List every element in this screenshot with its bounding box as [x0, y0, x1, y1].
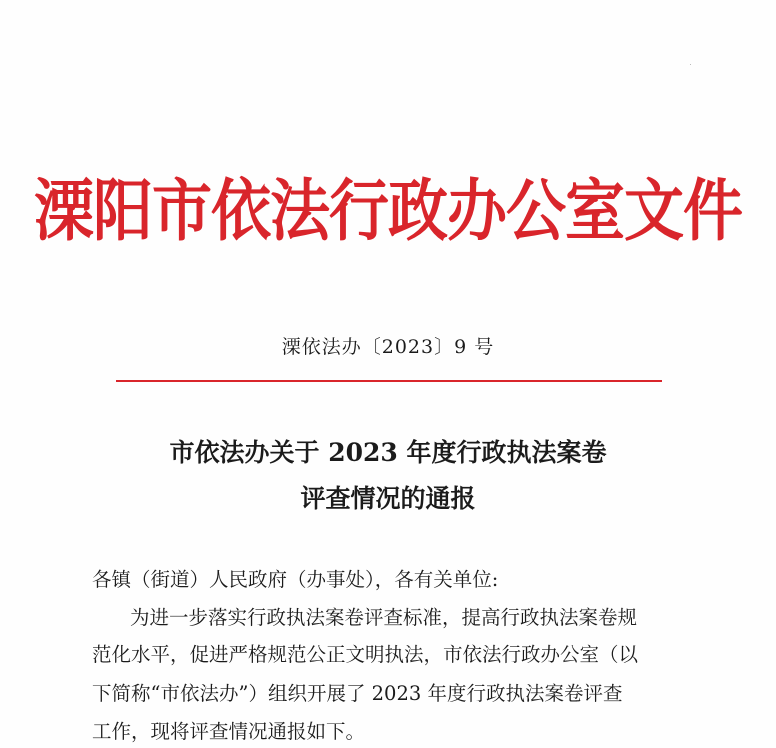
issuer-header: 溧阳市依法行政办公室文件: [34, 172, 742, 251]
paragraph-line-4: 工作，现将评查情况通报如下。: [92, 720, 366, 743]
notice-title-line-1: 市依法办关于 2023 年度行政执法案卷: [169, 438, 607, 467]
paragraph-line-1: 为进一步落实行政执法案卷评查标准，提高行政执法案卷规: [130, 606, 638, 629]
red-divider: [116, 380, 662, 382]
paragraph-line-2: 范化水平，促进严格规范公正文明执法，市依法行政办公室（以: [92, 643, 639, 666]
paragraph-line-3: 下简称“市依法办”）组织开展了 2023 年度行政执法案卷评查: [92, 682, 623, 705]
scan-speck: [690, 64, 691, 65]
notice-title-line-2: 评查情况的通报: [300, 484, 476, 513]
document-number: 溧依法办〔2023〕9 号: [281, 336, 495, 358]
addressee-line: 各镇（街道）人民政府（办事处），各有关单位:: [92, 568, 499, 591]
